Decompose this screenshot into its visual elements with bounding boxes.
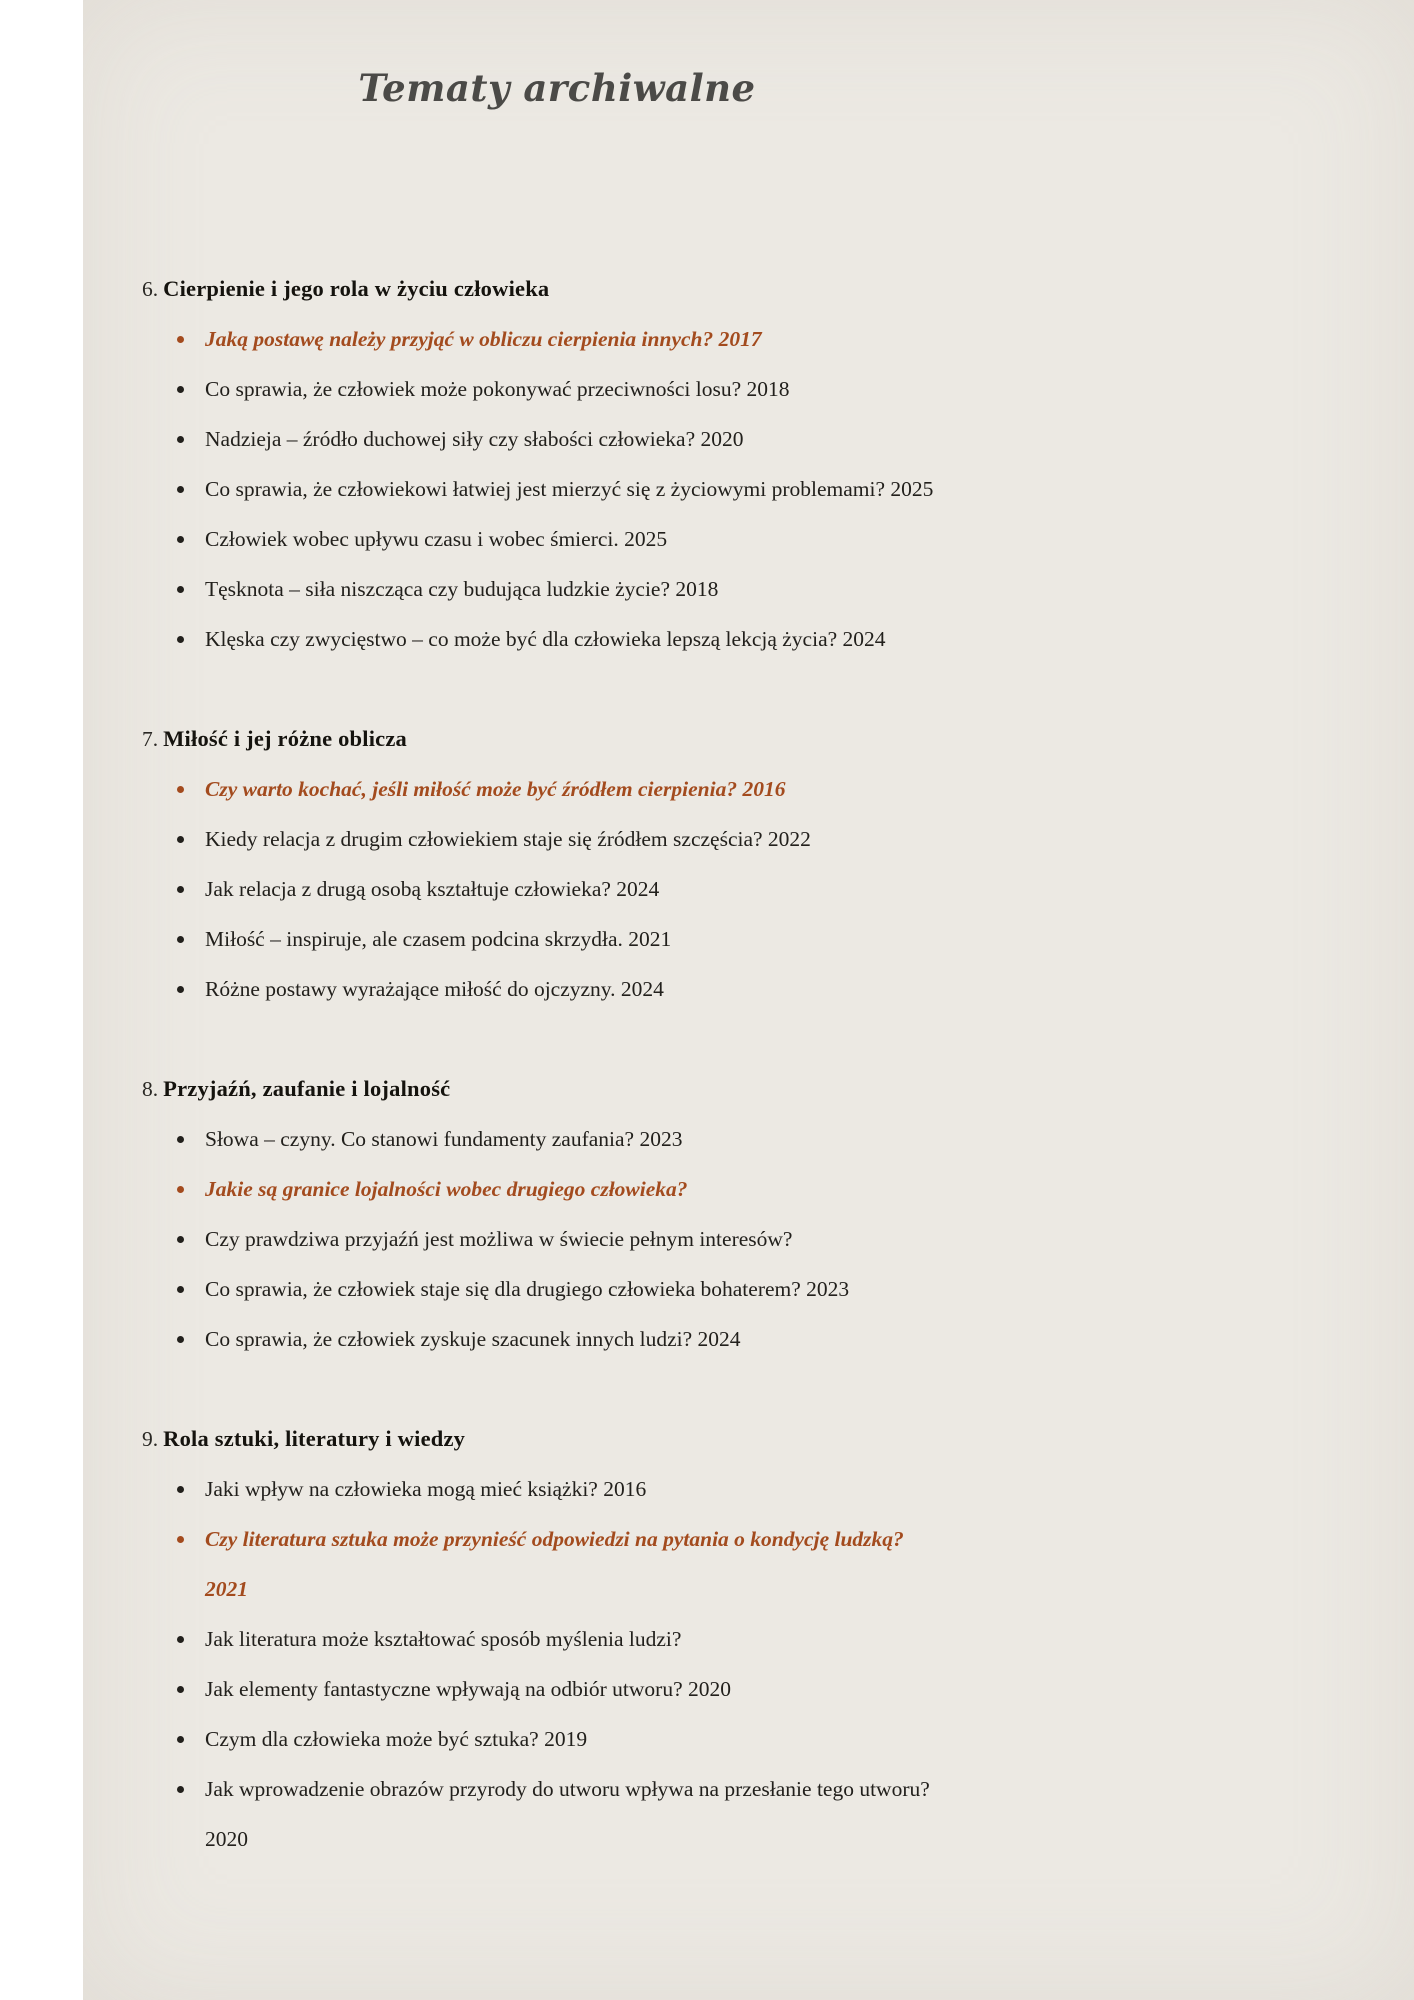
bullet-icon [177,1786,184,1793]
list-item [142,564,1042,614]
list-item [142,814,1042,864]
topic-text: Tęsknota – siła niszcząca czy budująca ludzkie życie? 2018 [205,577,719,601]
topic-text-line2: 2020 [205,1827,248,1851]
section-number: 7. [142,727,159,751]
section-6 [142,264,1042,664]
topic-text: Co sprawia, że człowiek może pokonywać przeciwności losu? 2018 [205,377,790,401]
bullet-icon [177,636,184,643]
topic-text: Co sprawia, że człowiekowi łatwiej jest mierzyć się z życiowymi problemami? 2025 [205,477,934,501]
bullet-icon [177,1486,184,1493]
list-item-highlight [142,1514,1042,1614]
topic-text: Jak relacja z drugą osobą kształtuje człowieka? 2024 [205,877,660,901]
list-item [142,1614,1042,1664]
topic-text: Słowa – czyny. Co stanowi fundamenty zaufania? 2023 [205,1127,683,1151]
section-8 [142,1064,1042,1364]
list-item [142,1714,1042,1764]
list-item [142,1214,1042,1264]
bullet-icon [177,1536,184,1543]
topic-text: Jak elementy fantastyczne wpływają na odbiór utworu? 2020 [205,1677,731,1701]
section-9 [142,1414,1042,1864]
topic-text-line1: Czy literatura sztuka może przynieść odpowiedzi na pytania o kondycję ludzką? [205,1527,904,1551]
topic-text: Czym dla człowieka może być sztuka? 2019 [205,1727,588,1751]
topic-text: Miłość – inspiruje, ale czasem podcina skrzydła. 2021 [205,927,672,951]
topic-text-line1: Jak wprowadzenie obrazów przyrody do utworu wpływa na przesłanie tego utworu? [205,1777,930,1801]
section-title: Cierpienie i jego rola w życiu człowieka [163,276,550,301]
list-item [142,1664,1042,1714]
list-item [142,364,1042,414]
list-item-highlight [142,314,1042,364]
list-item [142,914,1042,964]
list-item-highlight [142,764,1042,814]
topic-text: Jaką postawę należy przyjąć w obliczu cierpienia innych? 2017 [205,327,762,351]
list-item [142,864,1042,914]
bullet-icon [177,836,184,843]
bullet-icon [177,886,184,893]
list-item [142,1464,1042,1514]
topic-list [142,1114,1042,1364]
section-heading [142,1064,1042,1114]
section-number: 8. [142,1077,159,1101]
bullet-icon [177,436,184,443]
list-item [142,1314,1042,1364]
list-item [142,414,1042,464]
topic-text: Co sprawia, że człowiek staje się dla drugiego człowieka bohaterem? 2023 [205,1277,850,1301]
bullet-icon [177,1736,184,1743]
list-item-highlight [142,1164,1042,1214]
page-title: Tematy archiwalne [358,66,756,110]
bullet-icon [177,1136,184,1143]
section-number: 9. [142,1427,159,1451]
section-number: 6. [142,277,159,301]
list-item [142,514,1042,564]
list-item [142,1114,1042,1164]
topic-text [184,1764,1042,1864]
bullet-icon [177,1236,184,1243]
topic-text-line2: 2021 [205,1577,248,1601]
topic-text: Czy prawdziwa przyjaźń jest możliwa w świecie pełnym interesów? [205,1227,793,1251]
bullet-icon [177,786,184,793]
section-title: Przyjaźń, zaufanie i lojalność [163,1076,451,1101]
topic-text: Człowiek wobec upływu czasu i wobec śmierci. 2025 [205,527,668,551]
bullet-icon [177,936,184,943]
bullet-icon [177,336,184,343]
topic-text: Klęska czy zwycięstwo – co może być dla człowieka lepszą lekcją życia? 2024 [205,627,886,651]
topic-text: Co sprawia, że człowiek zyskuje szacunek innych ludzi? 2024 [205,1327,741,1351]
bullet-icon [177,486,184,493]
bullet-icon [177,1636,184,1643]
bullet-icon [177,1686,184,1693]
list-item [142,1764,1042,1864]
bullet-icon [177,1286,184,1293]
topic-text: Czy warto kochać, jeśli miłość może być źródłem cierpienia? 2016 [205,777,786,801]
list-item [142,1264,1042,1314]
topic-list [142,764,1042,1014]
topic-text [184,1514,1042,1614]
topic-text: Kiedy relacja z drugim człowiekiem staje się źródłem szczęścia? 2022 [205,827,811,851]
list-item [142,964,1042,1014]
topic-list [142,314,1042,664]
topic-text: Nadzieja – źródło duchowej siły czy słabości człowieka? 2020 [205,427,744,451]
topic-list [142,1464,1042,1864]
section-title: Miłość i jej różne oblicza [163,726,407,751]
bullet-icon [177,1186,184,1193]
section-title: Rola sztuki, literatury i wiedzy [163,1426,466,1451]
section-heading [142,714,1042,764]
section-heading [142,1414,1042,1464]
bullet-icon [177,586,184,593]
list-item [142,464,1042,514]
topic-text: Różne postawy wyrażające miłość do ojczyzny. 2024 [205,977,664,1001]
topic-text: Jak literatura może kształtować sposób myślenia ludzi? [205,1627,682,1651]
section-heading [142,264,1042,314]
bullet-icon [177,386,184,393]
topic-text: Jakie są granice lojalności wobec drugiego człowieka? [205,1177,688,1201]
section-7 [142,714,1042,1014]
bullet-icon [177,986,184,993]
topic-text: Jaki wpływ na człowieka mogą mieć książki? 2016 [205,1477,647,1501]
topics-list [142,264,1042,1914]
bullet-icon [177,536,184,543]
list-item [142,614,1042,664]
bullet-icon [177,1336,184,1343]
